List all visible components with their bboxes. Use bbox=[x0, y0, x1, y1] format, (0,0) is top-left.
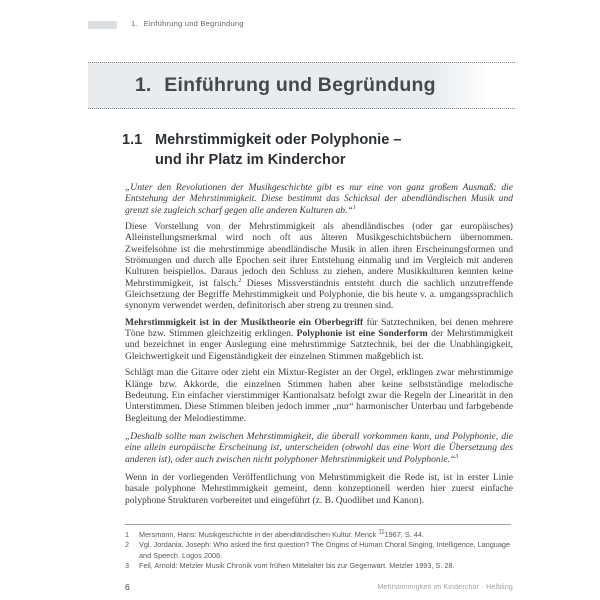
chapter-number: 1. bbox=[135, 74, 152, 96]
para2-bold-lead: Mehrstimmigkeit ist in der Musiktheorie ein Oberbegriff bbox=[125, 316, 364, 328]
footnote-ref-3: 3 bbox=[455, 453, 459, 460]
running-header-number: 1. bbox=[131, 19, 138, 28]
footnote-2-number: 2 bbox=[125, 540, 130, 550]
chapter-tab-marker bbox=[88, 21, 117, 29]
footnote-divider bbox=[125, 524, 511, 525]
section-heading bbox=[122, 131, 514, 170]
footnote-1-text bbox=[139, 530, 513, 540]
section-title-line1: Mehrstimmigkeit oder Polyphonie – bbox=[155, 132, 402, 148]
quote2-text: „Deshalb sollte man zwischen Mehrstimmigkeit, die überall vorkommen kann, und Polyphonie, die eine allein europäische Erscheinung ist, unterscheiden (obwohl das eine Wort die Übersetzung des anderen ist), oder auch zwischen nicht polyphoner Mehrstimmigkeit und Polyphonie.“ bbox=[125, 430, 513, 465]
running-header bbox=[131, 19, 244, 28]
footnote-2 bbox=[125, 540, 513, 561]
para2-bold-polyphonie: Polyphonie ist eine Sonderform bbox=[296, 328, 428, 340]
section-number: 1.1 bbox=[122, 132, 143, 148]
footer-imprint: Mehrstimmigkeit im Kinderchor · Helbling bbox=[377, 584, 513, 591]
footnote-1-post: 1967, S. 44. bbox=[384, 530, 424, 539]
footnote-1-number: 1 bbox=[125, 530, 130, 539]
chapter-title-band bbox=[88, 62, 515, 109]
running-header-label: Einführung und Begründung bbox=[143, 19, 244, 28]
footnote-3-text: Feil, Arnold: Metzler Musik Chronik vom frühen Mittelalter bis zur Gegenwart. Metzler 1993, S. 28. bbox=[139, 560, 455, 570]
footnote-3-number: 3 bbox=[125, 560, 130, 570]
paragraph-2 bbox=[125, 317, 513, 362]
section-title bbox=[155, 131, 514, 170]
quote1-text: „Unter den Revolutionen der Musikgeschichte gibt es nur eine von ganz großem Ausmaß: die Entstehung der Mehrstimmigkeit. Diese bestimmt das Schicksal der abendländischen Musik und grenzt sie zugleich scharf gegen alle anderen Kulturen ab.“ bbox=[125, 182, 513, 216]
para2-text2: der Mehrstimmigkeit und bezeichnet in enger Auslegung eine mehrstimmige Satztechnik, bei der die Unabhängigkeit, Gleichwertigkeit und Eigenständigkeit der einzelnen Stimmen maßgeblich ist. bbox=[125, 328, 513, 362]
footnote-ref-1: 1 bbox=[352, 204, 356, 211]
paragraph-3: Schlägt man die Gitarre oder zieht ein Mixtur-Register an der Orgel, erklingen zwar mehrstimmige Klänge bzw. Akkorde, die einzelnen Stimmen haben aber keine selbstständige melodische Bedeutung. Ein einfacher vierstimmiger Kantionalsatz befolgt zwar die Regeln der Linearität in den Unterstimmen. Diese Stimmen bleiben jedoch immer „nur“ harmonischer Unterbau und farbgebende Begleitung der Melodiestimme. bbox=[125, 367, 513, 424]
footnote-2-text: Vgl. Jordania, Joseph: Who asked the first question? The Origins of Human Choral Singing, Intelligence, Language and Speech. Logos 2006. bbox=[139, 540, 511, 560]
page-number: 6 bbox=[125, 582, 130, 592]
quote-paragraph-1 bbox=[125, 182, 513, 216]
footnote-ref-2: 2 bbox=[238, 277, 242, 284]
footnote-1-edition-sup: 11 bbox=[378, 529, 385, 536]
chapter-title: Einführung und Begründung bbox=[164, 74, 436, 96]
para2-text1: für Satztechniken, bei denen mehrere Töne bzw. Stimmen gleichzeitig erklingen. bbox=[125, 316, 513, 340]
para1-part1: Diese Vorstellung von der Mehrstimmigkeit als abendländisches (oder gar europäisches) Alleinstellungsmerkmal wird noch oft aus älteren Musikgeschichtsbüchern übernommen. Zweifelsohne ist die mehrstimmige abendländische Musik in allen ihren Erscheinungsformen und Strömungen und durch alle Epochen seit ihrer Entstehung einmalig und im Vergleich mit anderen Kulturen beispiellos. Daraus jedoch den Schluss zu ziehen, andere Musikkulturen kennten keine Mehrstimmigkeit, ist falsch. bbox=[125, 221, 513, 289]
footnote-1-pre: Mersmann, Hans: Musikgeschichte in der abendländischen Kultur. Menck bbox=[139, 530, 379, 539]
para1-part2: Dieses Missverständnis entsteht durch die sachlich unzutreffende Gleichsetzung der Begriffe Mehrstimmigkeit und Polyphonie, die bis heute v. a. umgangssprachlich synonym verwendet werden, definitorisch aber streng zu trennen sind. bbox=[125, 277, 514, 312]
paragraph-4: Wenn in der vorliegenden Veröffentlichung von Mehrstimmigkeit die Rede ist, ist in erster Linie basale polyphone Mehrstimmigkeit gemeint, denn konzeptionell werden hier zuerst einfache polyphone Strukturen vorbereitet und eingeführt (z. B. Quodlibet und Kanon). bbox=[125, 471, 513, 506]
footnote-3 bbox=[125, 561, 513, 571]
footnotes bbox=[125, 530, 513, 571]
footnote-1 bbox=[125, 530, 513, 540]
section-title-line2: und ihr Platz im Kinderchor bbox=[155, 151, 346, 168]
paragraph-1 bbox=[125, 221, 513, 312]
body-text bbox=[125, 182, 513, 511]
quote-paragraph-2 bbox=[125, 431, 513, 465]
